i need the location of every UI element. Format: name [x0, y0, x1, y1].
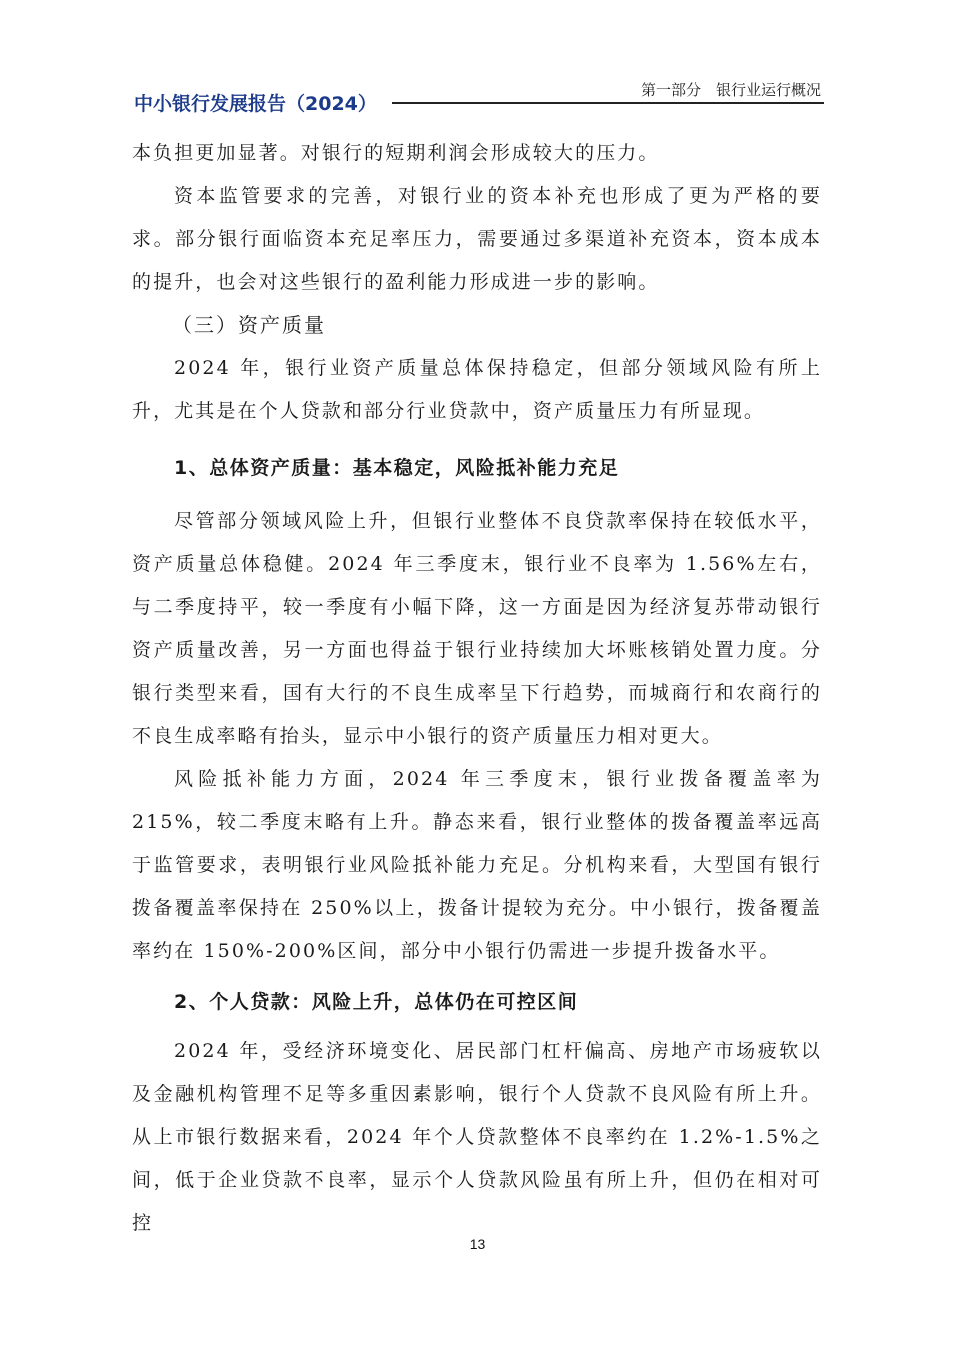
section-heading-asset-quality: （三）资产质量 [172, 313, 326, 337]
paragraph-continuation: 本负担更加显著。对银行的短期利润会形成较大的压力。 [132, 142, 660, 164]
header-divider [392, 102, 824, 104]
paragraph-capital-supervision: 资本监管要求的完善，对银行业的资本补充也形成了更为严格的要求。部分银行面临资本充足率压力，需要通过多渠道补充资本，资本成本的提升，也会对这些银行的盈利能力形成进一步的影响。 [132, 185, 822, 293]
section-label: 第一部分 银行业运行概况 [640, 81, 821, 99]
paragraph-npl-ratio: 尽管部分领域风险上升，但银行业整体不良贷款率保持在较低水平，资产质量总体稳健。2024 年三季度末，银行业不良率为 1.56%左右，与二季度持平，较一季度有小幅下降，这一方面是因为经济复苏带动银行资产质量改善，另一方面也得益于银行业持续加大坏账核销处置力度。分银行类型来看，国有大行的不良生成率呈下行趋势，而城商行和农商行的不良生成率略有抬头，显示中小银行的资产质量压力相对更大。 [132, 510, 822, 747]
subsection-heading-overall-quality: 1、总体资产质量：基本稳定，风险抵补能力充足 [174, 457, 620, 479]
report-title: 中小银行发展报告（2024） [134, 93, 377, 115]
paragraph-asset-quality-intro: 2024 年，银行业资产质量总体保持稳定，但部分领域风险有所上升，尤其是在个人贷款和部分行业贷款中，资产质量压力有所显现。 [132, 357, 822, 422]
subsection-heading-personal-loans: 2、个人贷款：风险上升，总体仍在可控区间 [174, 991, 579, 1013]
page-number: 13 [469, 1236, 486, 1252]
paragraph-personal-loans: 2024 年，受经济环境变化、居民部门杠杆偏高、房地产市场疲软以及金融机构管理不足等多重因素影响，银行个人贷款不良风险有所上升。从上市银行数据来看，2024 年个人贷款整体不良率约在 1.2%-1.5%之间，低于企业贷款不良率，显示个人贷款风险虽有所上升，但仍在相对可控 [132, 1040, 822, 1234]
page-body [132, 132, 822, 1245]
paragraph-provision-coverage: 风险抵补能力方面，2024 年三季度末，银行业拨备覆盖率为 215%，较二季度末略有上升。静态来看，银行业整体的拨备覆盖率远高于监管要求，表明银行业风险抵补能力充足。分机构来看，大型国有银行拨备覆盖率保持在 250%以上，拨备计提较为充分。中小银行，拨备覆盖率约在 150%-200%区间，部分中小银行仍需进一步提升拨备水平。 [132, 768, 822, 962]
